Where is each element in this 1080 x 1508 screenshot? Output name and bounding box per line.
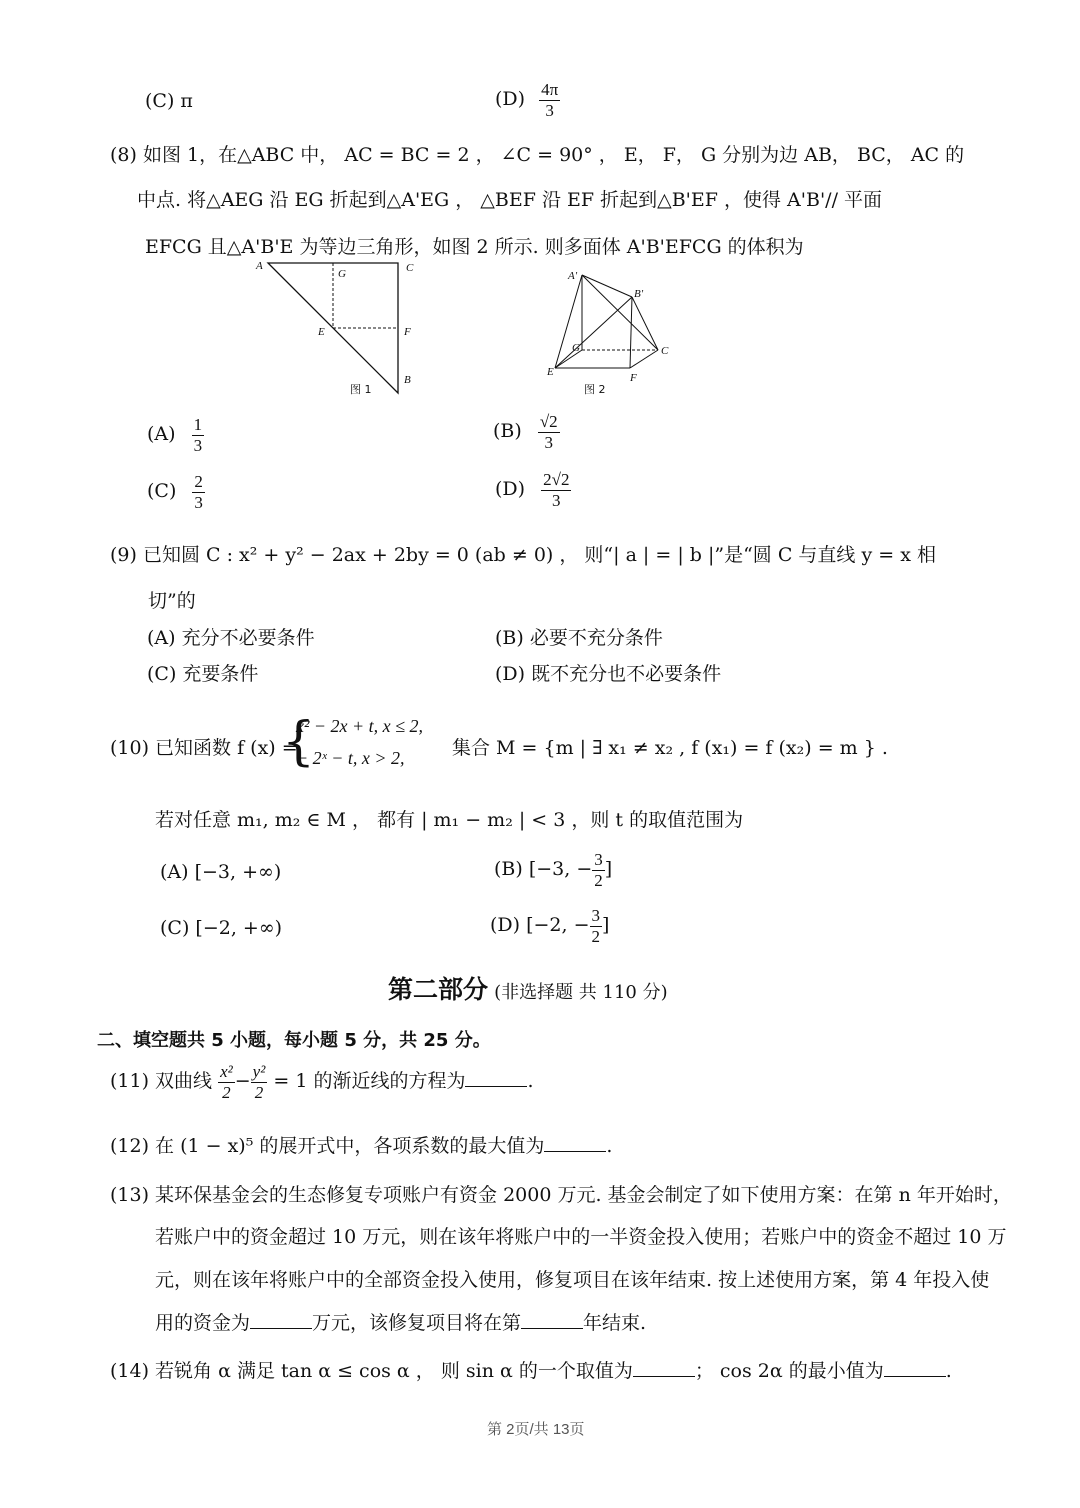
- q8-option-b: (B) $\frac{√2}{3}$: [493, 412, 558, 452]
- q7-option-c: (C) π: [145, 90, 193, 112]
- q10-case1: x² − 2x + t, x ≤ 2,: [296, 716, 424, 736]
- fig2-caption: 图 2: [584, 383, 606, 396]
- fig2-label-f: F: [630, 372, 637, 384]
- q12: (12) 在 (1 − x)⁵ 的展开式中，各项系数的最大值为 .: [110, 1135, 613, 1157]
- q11-answer-blank[interactable]: [465, 1072, 527, 1087]
- q13-line2: 若账户中的资金超过 10 万元，则在该年将账户中的一半资金投入使用；若账户中的资金不超过 10 万: [155, 1226, 1007, 1248]
- q10-line2: 若对任意 m₁, m₂ ∈ M ， 都有 | m₁ − m₂ | < 3 ，则 t 的取值范围为: [155, 809, 744, 831]
- q13-line1: (13) 某环保基金会的生态修复专项账户有资金 2000 万元. 基金会制定了如下使用方案：在第 n 年开始时，: [110, 1184, 1012, 1206]
- fig1-label-c: C: [406, 262, 414, 274]
- q9-line1: (9) 已知圆 C : x² + y² − 2ax + 2by = 0 (ab ≠ 0) ， 则“| a | = | b |”是“圆 C 与直线 y = x 相: [110, 544, 936, 566]
- q8-option-d: (D) $\frac{2√2}{3}$: [495, 470, 570, 510]
- q10-case2: − 2ˣ − t, x > 2,: [296, 748, 405, 768]
- q9-option-d: (D) 既不充分也不必要条件: [495, 663, 722, 685]
- part2-subtitle: (非选择题 共 110 分): [494, 982, 668, 1003]
- q9-option-a: (A) 充分不必要条件: [147, 627, 315, 649]
- figure-1-triangle: [250, 255, 430, 400]
- fig1-label-g: G: [338, 268, 346, 280]
- q9-option-b: (B) 必要不充分条件: [495, 627, 663, 649]
- fig2-label-b: B': [634, 288, 644, 300]
- fig1-caption: 图 1: [350, 383, 372, 396]
- q14-answer-blank-1[interactable]: [633, 1362, 695, 1377]
- q7-option-d-fraction: $\frac{4\pi}{3}$: [541, 80, 559, 120]
- q14-answer-blank-2[interactable]: [884, 1362, 946, 1377]
- fig2-label-g: G: [572, 342, 580, 354]
- q10-prefix: (10) 已知函数 f (x) =: [110, 737, 298, 759]
- q8-line3: EFCG 且△A'B'E 为等边三角形，如图 2 所示. 则多面体 A'B'EFCG 的体积为: [145, 236, 804, 258]
- q10-brace: {: [282, 712, 316, 772]
- fig1-label-e: E: [318, 326, 325, 338]
- q13-line3: 元，则在该年将账户中的全部资金投入使用，修复项目在该年结束. 按上述使用方案，第 4 年投入使: [155, 1269, 990, 1291]
- q8-line2: 中点. 将△AEG 沿 EG 折起到△A'EG ， △BEF 沿 EF 折起到△B'EF ，使得 A'B'// 平面: [137, 189, 883, 211]
- fig2-label-e: E: [547, 366, 554, 378]
- q7-option-d: [495, 80, 560, 120]
- q10-option-b: (B) [−3, − $\frac{3}{2}$ ]: [494, 850, 613, 890]
- q9-line2: 切”的: [148, 590, 196, 612]
- q8-option-c: (C) $\frac{2}{3}$: [147, 472, 203, 512]
- fig2-label-c: C: [661, 345, 669, 357]
- q13-answer-blank-2[interactable]: [521, 1314, 583, 1329]
- fig1-label-f: F: [404, 326, 411, 338]
- fig1-label-b: B: [404, 374, 411, 386]
- part2-heading: [388, 970, 668, 1006]
- page-footer: 第 2页/共 13页: [487, 1421, 585, 1438]
- q10-set: 集合 M = {m | ∃ x₁ ≠ x₂ , f (x₁) = f (x₂) = m } .: [452, 737, 888, 759]
- section2-heading: 二、填空题共 5 小题，每小题 5 分，共 25 分。: [97, 1030, 491, 1051]
- q8-option-a: (A) $\frac{1}{3}$: [147, 415, 203, 455]
- q11: (11) 双曲线 $\frac{\text{x²}}{2}$ − $\frac{\text{y²}}{2}$ = 1 的渐近线的方程为 .: [110, 1062, 534, 1102]
- q8-line1: (8) 如图 1，在△ABC 中， AC = BC = 2 ， ∠C = 90° ， E， F， G 分别为边 AB， BC， AC 的: [110, 144, 965, 166]
- fig1-label-a: A: [256, 260, 263, 272]
- q14: (14) 若锐角 α 满足 tan α ≤ cos α ， 则 sin α 的一个取值为 ； cos 2α 的最小值为 .: [110, 1360, 952, 1382]
- q10-option-c: (C) [−2, +∞): [160, 917, 283, 939]
- figure-2-polyhedron: [540, 265, 680, 400]
- q12-answer-blank[interactable]: [544, 1137, 606, 1152]
- q9-option-c: (C) 充要条件: [147, 663, 259, 685]
- q13-line4: 用的资金为 万元，该修复项目将在第 年结束.: [155, 1312, 647, 1334]
- fig2-label-a: A': [568, 270, 578, 282]
- q13-answer-blank-1[interactable]: [250, 1314, 312, 1329]
- part2-title: 第二部分: [388, 975, 489, 1004]
- q7-option-d-label: (D): [495, 88, 526, 111]
- q10-option-a: (A) [−3, +∞): [160, 861, 282, 883]
- q10-option-d: (D) [−2, − $\frac{3}{2}$ ]: [490, 906, 610, 946]
